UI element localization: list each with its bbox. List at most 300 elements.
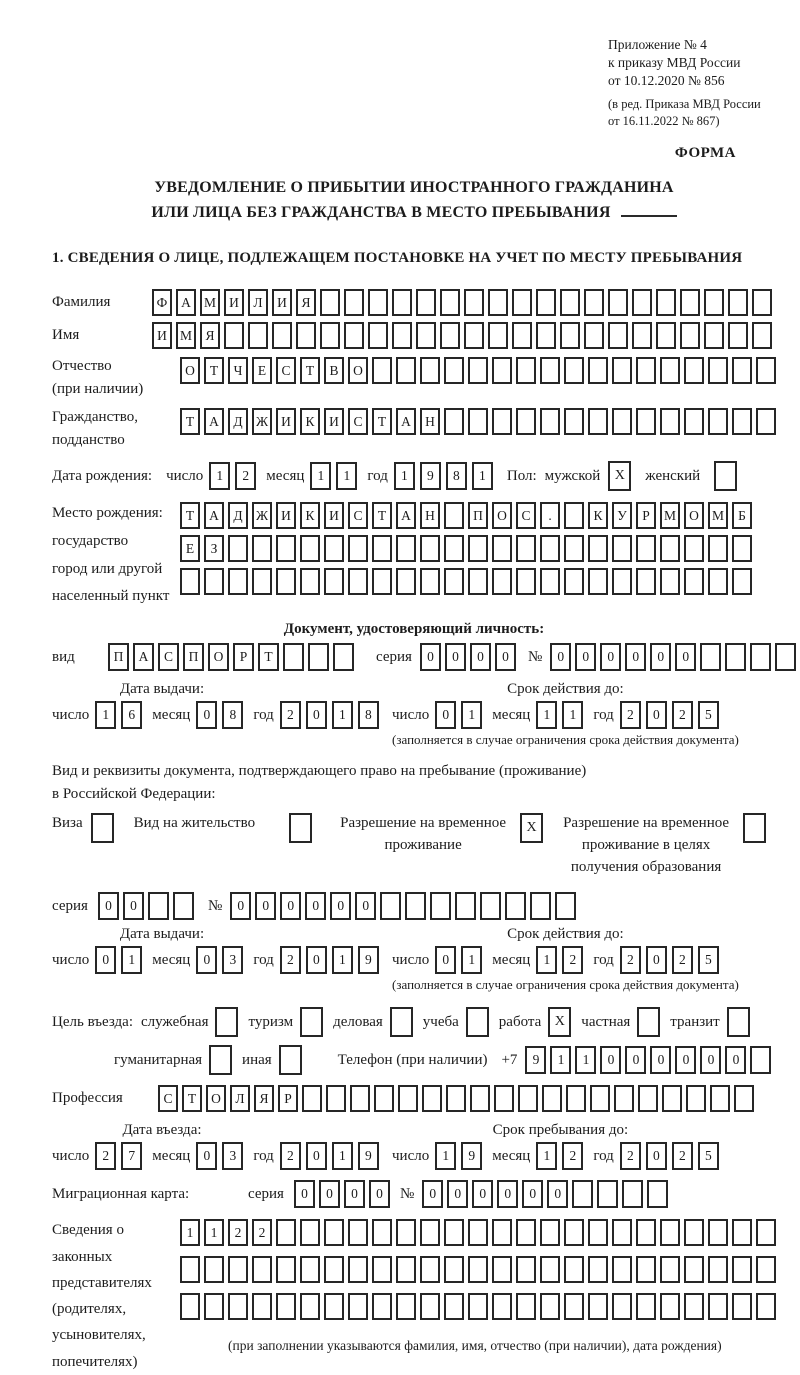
char-box[interactable]: [647, 1180, 668, 1208]
char-box[interactable]: [252, 1256, 272, 1283]
char-box[interactable]: [215, 1007, 238, 1037]
char-box[interactable]: 0: [675, 643, 696, 671]
char-box[interactable]: [684, 1219, 704, 1246]
char-box[interactable]: [320, 322, 340, 349]
char-box[interactable]: 1: [332, 1142, 353, 1170]
char-box[interactable]: 2: [252, 1219, 272, 1246]
char-box[interactable]: [660, 408, 680, 435]
char-box[interactable]: [300, 1293, 320, 1320]
char-box[interactable]: Т: [372, 408, 392, 435]
char-box[interactable]: [590, 1085, 610, 1112]
char-box[interactable]: 0: [495, 643, 516, 671]
char-box[interactable]: [700, 643, 721, 671]
char-box[interactable]: А: [204, 408, 224, 435]
char-box[interactable]: В: [324, 357, 344, 384]
char-box[interactable]: [372, 1219, 392, 1246]
char-box[interactable]: [296, 322, 316, 349]
char-box[interactable]: 2: [235, 462, 256, 490]
char-box[interactable]: [564, 357, 584, 384]
char-box[interactable]: 1: [536, 946, 557, 974]
char-box[interactable]: 1: [180, 1219, 200, 1246]
char-box[interactable]: [588, 535, 608, 562]
char-box[interactable]: [272, 322, 292, 349]
char-box[interactable]: [516, 357, 536, 384]
char-box[interactable]: [708, 568, 728, 595]
char-box[interactable]: Е: [252, 357, 272, 384]
char-box[interactable]: [588, 1293, 608, 1320]
char-box[interactable]: [248, 322, 268, 349]
char-box[interactable]: [684, 535, 704, 562]
char-box[interactable]: [444, 1219, 464, 1246]
char-box[interactable]: [564, 568, 584, 595]
char-box[interactable]: [372, 568, 392, 595]
char-box[interactable]: 2: [95, 1142, 116, 1170]
char-box[interactable]: 2: [620, 1142, 641, 1170]
char-box[interactable]: [540, 357, 560, 384]
char-box[interactable]: [228, 1293, 248, 1320]
char-box[interactable]: [775, 643, 796, 671]
char-box[interactable]: [492, 1293, 512, 1320]
char-box[interactable]: [324, 535, 344, 562]
char-box[interactable]: [494, 1085, 514, 1112]
char-box[interactable]: И: [324, 408, 344, 435]
char-box[interactable]: [612, 1256, 632, 1283]
char-box[interactable]: [684, 1256, 704, 1283]
char-box[interactable]: [540, 568, 560, 595]
char-box[interactable]: 0: [700, 1046, 721, 1074]
char-box[interactable]: [444, 1293, 464, 1320]
char-box[interactable]: 0: [547, 1180, 568, 1208]
char-box[interactable]: 5: [698, 946, 719, 974]
char-box[interactable]: [468, 408, 488, 435]
char-box[interactable]: [470, 1085, 490, 1112]
char-box[interactable]: [540, 1219, 560, 1246]
char-box[interactable]: 2: [672, 701, 693, 729]
char-box[interactable]: 1: [95, 701, 116, 729]
char-box[interactable]: 8: [358, 701, 379, 729]
char-box[interactable]: П: [183, 643, 204, 671]
char-box[interactable]: [492, 1219, 512, 1246]
char-box[interactable]: 0: [646, 701, 667, 729]
char-box[interactable]: 0: [230, 892, 251, 920]
char-box[interactable]: 9: [358, 1142, 379, 1170]
char-box[interactable]: [728, 289, 748, 316]
char-box[interactable]: [608, 322, 628, 349]
char-box[interactable]: [660, 1256, 680, 1283]
char-box[interactable]: [350, 1085, 370, 1112]
char-box[interactable]: [680, 322, 700, 349]
char-box[interactable]: [228, 1256, 248, 1283]
char-box[interactable]: [512, 322, 532, 349]
char-box[interactable]: [756, 1219, 776, 1246]
char-box[interactable]: [564, 502, 584, 529]
char-box[interactable]: 2: [620, 701, 641, 729]
char-box[interactable]: [300, 1219, 320, 1246]
char-box[interactable]: С: [276, 357, 296, 384]
char-box[interactable]: [756, 1256, 776, 1283]
char-box[interactable]: 0: [472, 1180, 493, 1208]
char-box[interactable]: 2: [280, 946, 301, 974]
char-box[interactable]: [564, 1256, 584, 1283]
char-box[interactable]: И: [224, 289, 244, 316]
char-box[interactable]: [276, 1256, 296, 1283]
char-box[interactable]: П: [108, 643, 129, 671]
char-box[interactable]: [660, 568, 680, 595]
char-box[interactable]: [614, 1085, 634, 1112]
char-box[interactable]: [660, 1293, 680, 1320]
char-box[interactable]: 3: [222, 1142, 243, 1170]
char-box[interactable]: Р: [233, 643, 254, 671]
char-box[interactable]: [204, 1293, 224, 1320]
char-box[interactable]: [396, 535, 416, 562]
char-box[interactable]: О: [348, 357, 368, 384]
char-box[interactable]: [180, 1256, 200, 1283]
char-box[interactable]: [344, 289, 364, 316]
char-box[interactable]: 2: [620, 946, 641, 974]
char-box[interactable]: 2: [228, 1219, 248, 1246]
char-box[interactable]: [516, 535, 536, 562]
char-box[interactable]: [276, 535, 296, 562]
char-box[interactable]: [372, 1256, 392, 1283]
char-box[interactable]: [466, 1007, 489, 1037]
char-box[interactable]: [637, 1007, 660, 1037]
char-box[interactable]: [588, 1219, 608, 1246]
char-box[interactable]: [564, 535, 584, 562]
char-box[interactable]: 0: [306, 1142, 327, 1170]
char-box[interactable]: [204, 568, 224, 595]
char-box[interactable]: [300, 1007, 323, 1037]
char-box[interactable]: [444, 568, 464, 595]
char-box[interactable]: А: [396, 408, 416, 435]
char-box[interactable]: [704, 289, 724, 316]
char-box[interactable]: [732, 1219, 752, 1246]
char-box[interactable]: [392, 322, 412, 349]
char-box[interactable]: [488, 289, 508, 316]
char-box[interactable]: [302, 1085, 322, 1112]
char-box[interactable]: [324, 1293, 344, 1320]
char-box[interactable]: [204, 1256, 224, 1283]
char-box[interactable]: 9: [358, 946, 379, 974]
char-box[interactable]: [752, 322, 772, 349]
char-box[interactable]: [416, 289, 436, 316]
char-box[interactable]: [308, 643, 329, 671]
char-box[interactable]: [420, 568, 440, 595]
char-box[interactable]: [344, 322, 364, 349]
char-box[interactable]: 9: [461, 1142, 482, 1170]
char-box[interactable]: [228, 568, 248, 595]
char-box[interactable]: [468, 568, 488, 595]
char-box[interactable]: 2: [672, 946, 693, 974]
char-box[interactable]: Т: [180, 502, 200, 529]
char-box[interactable]: 3: [222, 946, 243, 974]
char-box[interactable]: [326, 1085, 346, 1112]
char-box[interactable]: Ж: [252, 408, 272, 435]
char-box[interactable]: 0: [196, 1142, 217, 1170]
char-box[interactable]: [488, 322, 508, 349]
char-box[interactable]: К: [588, 502, 608, 529]
char-box[interactable]: [636, 1293, 656, 1320]
char-box[interactable]: [420, 357, 440, 384]
char-box[interactable]: Н: [420, 408, 440, 435]
char-box[interactable]: 8: [446, 462, 467, 490]
char-box[interactable]: [228, 535, 248, 562]
char-box[interactable]: [516, 408, 536, 435]
char-box[interactable]: Т: [258, 643, 279, 671]
char-box[interactable]: [468, 1256, 488, 1283]
char-box[interactable]: [636, 1256, 656, 1283]
char-box[interactable]: 1: [121, 946, 142, 974]
char-box[interactable]: 1: [461, 701, 482, 729]
char-box[interactable]: [584, 322, 604, 349]
char-box[interactable]: [680, 289, 700, 316]
char-box[interactable]: И: [152, 322, 172, 349]
char-box[interactable]: [708, 408, 728, 435]
char-box[interactable]: [686, 1085, 706, 1112]
char-box[interactable]: 7: [121, 1142, 142, 1170]
char-box[interactable]: [300, 535, 320, 562]
char-box[interactable]: [530, 892, 551, 920]
char-box[interactable]: [392, 289, 412, 316]
char-box[interactable]: [348, 1293, 368, 1320]
char-box[interactable]: [224, 322, 244, 349]
char-box[interactable]: [320, 289, 340, 316]
char-box[interactable]: И: [324, 502, 344, 529]
char-box[interactable]: [708, 1219, 728, 1246]
char-box[interactable]: [348, 1256, 368, 1283]
char-box[interactable]: [732, 568, 752, 595]
char-box[interactable]: 1: [394, 462, 415, 490]
char-box[interactable]: [728, 322, 748, 349]
char-box[interactable]: И: [272, 289, 292, 316]
char-box[interactable]: X: [608, 461, 631, 491]
char-box[interactable]: [708, 357, 728, 384]
char-box[interactable]: [540, 535, 560, 562]
char-box[interactable]: О: [208, 643, 229, 671]
char-box[interactable]: [276, 568, 296, 595]
char-box[interactable]: [300, 568, 320, 595]
char-box[interactable]: [505, 892, 526, 920]
char-box[interactable]: [252, 568, 272, 595]
char-box[interactable]: [684, 408, 704, 435]
char-box[interactable]: [566, 1085, 586, 1112]
char-box[interactable]: Т: [300, 357, 320, 384]
char-box[interactable]: [380, 892, 401, 920]
char-box[interactable]: 0: [650, 643, 671, 671]
char-box[interactable]: 0: [522, 1180, 543, 1208]
char-box[interactable]: Ж: [252, 502, 272, 529]
char-box[interactable]: Е: [180, 535, 200, 562]
char-box[interactable]: [564, 1219, 584, 1246]
char-box[interactable]: [656, 322, 676, 349]
char-box[interactable]: 1: [575, 1046, 596, 1074]
char-box[interactable]: А: [133, 643, 154, 671]
char-box[interactable]: 1: [204, 1219, 224, 1246]
char-box[interactable]: [348, 535, 368, 562]
char-box[interactable]: [540, 408, 560, 435]
char-box[interactable]: О: [684, 502, 704, 529]
char-box[interactable]: 0: [196, 946, 217, 974]
char-box[interactable]: 1: [472, 462, 493, 490]
char-box[interactable]: [464, 322, 484, 349]
char-box[interactable]: [516, 1293, 536, 1320]
char-box[interactable]: 2: [280, 701, 301, 729]
char-box[interactable]: [396, 568, 416, 595]
char-box[interactable]: 0: [369, 1180, 390, 1208]
char-box[interactable]: [276, 1293, 296, 1320]
char-box[interactable]: Я: [254, 1085, 274, 1112]
char-box[interactable]: О: [180, 357, 200, 384]
char-box[interactable]: [636, 357, 656, 384]
char-box[interactable]: Ч: [228, 357, 248, 384]
char-box[interactable]: [512, 289, 532, 316]
char-box[interactable]: [464, 289, 484, 316]
char-box[interactable]: [732, 1293, 752, 1320]
char-box[interactable]: X: [520, 813, 543, 843]
char-box[interactable]: [632, 289, 652, 316]
char-box[interactable]: [396, 1256, 416, 1283]
char-box[interactable]: [588, 357, 608, 384]
char-box[interactable]: 0: [306, 946, 327, 974]
char-box[interactable]: [684, 1293, 704, 1320]
char-box[interactable]: [396, 1293, 416, 1320]
char-box[interactable]: 0: [305, 892, 326, 920]
char-box[interactable]: [396, 357, 416, 384]
char-box[interactable]: 1: [536, 701, 557, 729]
char-box[interactable]: 0: [625, 1046, 646, 1074]
char-box[interactable]: 0: [650, 1046, 671, 1074]
char-box[interactable]: 2: [672, 1142, 693, 1170]
char-box[interactable]: Д: [228, 502, 248, 529]
char-box[interactable]: Т: [182, 1085, 202, 1112]
char-box[interactable]: 2: [562, 1142, 583, 1170]
char-box[interactable]: 8: [222, 701, 243, 729]
char-box[interactable]: [148, 892, 169, 920]
char-box[interactable]: Б: [732, 502, 752, 529]
char-box[interactable]: [622, 1180, 643, 1208]
char-box[interactable]: 0: [294, 1180, 315, 1208]
char-box[interactable]: [612, 1219, 632, 1246]
char-box[interactable]: 0: [675, 1046, 696, 1074]
char-box[interactable]: 1: [336, 462, 357, 490]
char-box[interactable]: [279, 1045, 302, 1075]
char-box[interactable]: [518, 1085, 538, 1112]
char-box[interactable]: [612, 568, 632, 595]
char-box[interactable]: П: [468, 502, 488, 529]
char-box[interactable]: 0: [600, 1046, 621, 1074]
char-box[interactable]: С: [516, 502, 536, 529]
char-box[interactable]: [588, 408, 608, 435]
char-box[interactable]: 1: [332, 701, 353, 729]
char-box[interactable]: [396, 1219, 416, 1246]
char-box[interactable]: Д: [228, 408, 248, 435]
char-box[interactable]: [638, 1085, 658, 1112]
char-box[interactable]: [348, 1219, 368, 1246]
char-box[interactable]: [420, 1219, 440, 1246]
char-box[interactable]: [588, 568, 608, 595]
char-box[interactable]: [390, 1007, 413, 1037]
char-box[interactable]: [660, 535, 680, 562]
char-box[interactable]: [540, 1256, 560, 1283]
char-box[interactable]: [440, 289, 460, 316]
char-box[interactable]: [372, 357, 392, 384]
char-box[interactable]: 0: [497, 1180, 518, 1208]
char-box[interactable]: К: [300, 408, 320, 435]
char-box[interactable]: [572, 1180, 593, 1208]
char-box[interactable]: З: [204, 535, 224, 562]
char-box[interactable]: [516, 1219, 536, 1246]
char-box[interactable]: [420, 1256, 440, 1283]
char-box[interactable]: [536, 322, 556, 349]
char-box[interactable]: [710, 1085, 730, 1112]
char-box[interactable]: [704, 322, 724, 349]
char-box[interactable]: [444, 357, 464, 384]
char-box[interactable]: [468, 1293, 488, 1320]
char-box[interactable]: [422, 1085, 442, 1112]
char-box[interactable]: [612, 1293, 632, 1320]
char-box[interactable]: [555, 892, 576, 920]
char-box[interactable]: [536, 289, 556, 316]
char-box[interactable]: [374, 1085, 394, 1112]
char-box[interactable]: 0: [319, 1180, 340, 1208]
char-box[interactable]: Я: [296, 289, 316, 316]
char-box[interactable]: [756, 357, 776, 384]
char-box[interactable]: [173, 892, 194, 920]
char-box[interactable]: А: [176, 289, 196, 316]
char-box[interactable]: О: [206, 1085, 226, 1112]
char-box[interactable]: 6: [121, 701, 142, 729]
char-box[interactable]: 0: [447, 1180, 468, 1208]
char-box[interactable]: [420, 1293, 440, 1320]
char-box[interactable]: 2: [280, 1142, 301, 1170]
char-box[interactable]: 0: [420, 643, 441, 671]
char-box[interactable]: Л: [248, 289, 268, 316]
char-box[interactable]: 0: [600, 643, 621, 671]
char-box[interactable]: [300, 1256, 320, 1283]
char-box[interactable]: О: [492, 502, 512, 529]
char-box[interactable]: [560, 322, 580, 349]
char-box[interactable]: [684, 357, 704, 384]
char-box[interactable]: [662, 1085, 682, 1112]
char-box[interactable]: Т: [204, 357, 224, 384]
char-box[interactable]: [656, 289, 676, 316]
char-box[interactable]: 1: [550, 1046, 571, 1074]
char-box[interactable]: [348, 568, 368, 595]
char-box[interactable]: 0: [575, 643, 596, 671]
char-box[interactable]: [444, 408, 464, 435]
char-box[interactable]: М: [200, 289, 220, 316]
char-box[interactable]: 1: [562, 701, 583, 729]
char-box[interactable]: [492, 357, 512, 384]
char-box[interactable]: [416, 322, 436, 349]
char-box[interactable]: Ф: [152, 289, 172, 316]
char-box[interactable]: 0: [435, 701, 456, 729]
char-box[interactable]: С: [348, 408, 368, 435]
char-box[interactable]: 0: [625, 643, 646, 671]
char-box[interactable]: 0: [280, 892, 301, 920]
char-box[interactable]: [708, 1293, 728, 1320]
char-box[interactable]: [564, 408, 584, 435]
char-box[interactable]: [743, 813, 766, 843]
char-box[interactable]: К: [300, 502, 320, 529]
char-box[interactable]: 0: [470, 643, 491, 671]
char-box[interactable]: [584, 289, 604, 316]
char-box[interactable]: [372, 1293, 392, 1320]
char-box[interactable]: 0: [435, 946, 456, 974]
char-box[interactable]: 9: [420, 462, 441, 490]
char-box[interactable]: [632, 322, 652, 349]
char-box[interactable]: 1: [332, 946, 353, 974]
char-box[interactable]: М: [176, 322, 196, 349]
